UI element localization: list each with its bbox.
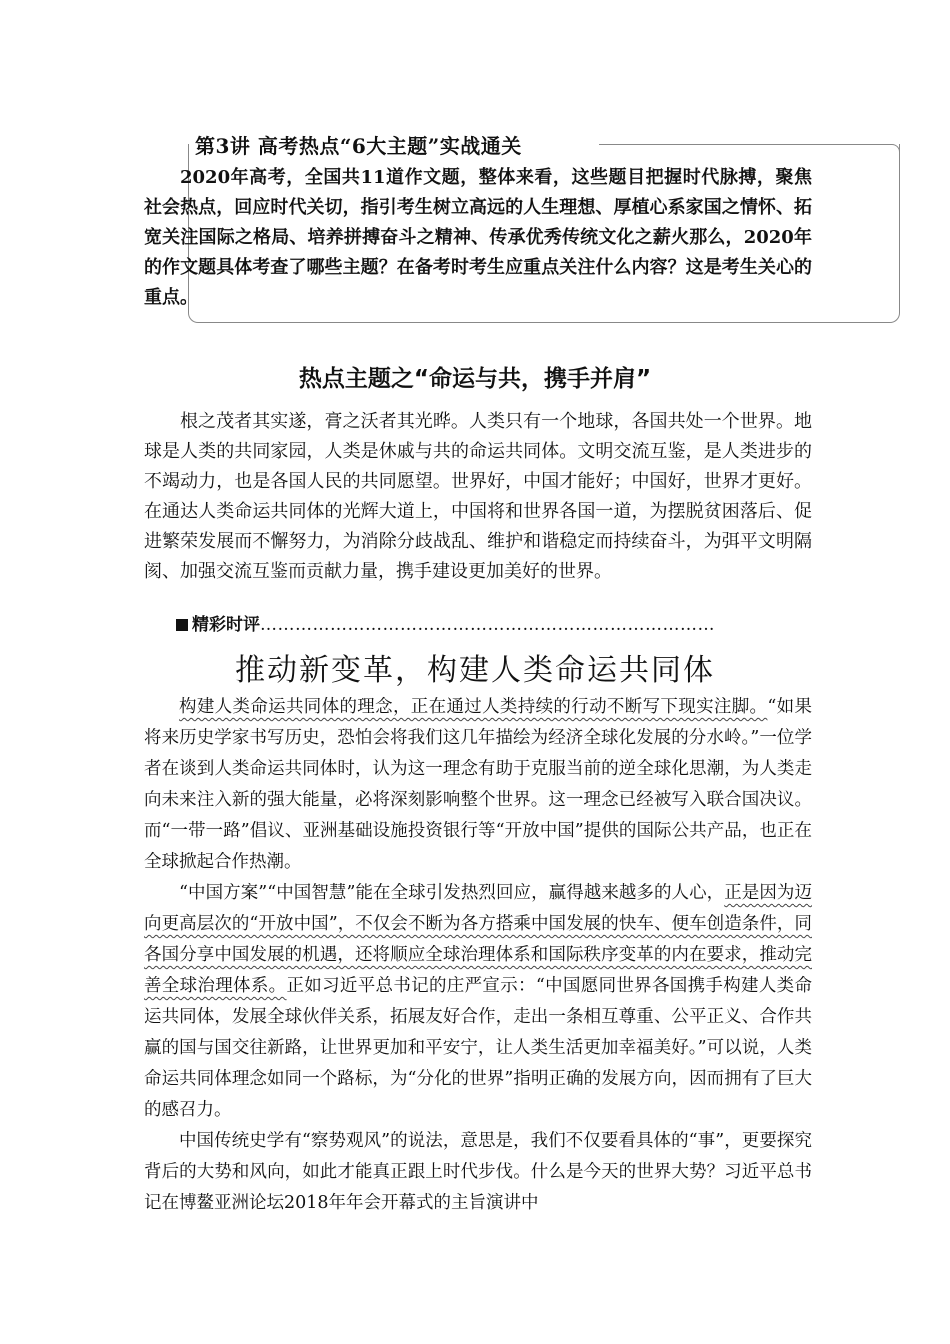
wavy-underlined-sentence: 构建人类命运共同体的理念，正在通过人类持续的行动不断写下现实注脚。 — [179, 697, 768, 717]
comment-label — [176, 610, 715, 635]
article-body — [144, 692, 812, 1219]
frame-corner — [889, 144, 900, 157]
lecture-title: 第3讲 高考热点“6大主题”实战通关 — [195, 130, 528, 159]
intro-paragraph: 2020年高考，全国共11道作文题，整体来看，这些题目把握时代脉搏，聚焦社会热点，回应时代关切，指引考生树立高远的人生理想、厚植心系家国之情怀、拓宽关注国际之格局、培养拼搏奋斗之精神、传承优秀传统文化之薪火那么，2020年的作文题具体考查了哪些主题？在备考时考生应重点关注什么内容？这是考生关心的重点。 — [144, 167, 812, 308]
section-paragraph: 根之茂者其实遂，膏之沃者其光晔。人类只有一个地球，各国共处一个世界。地球是人类的共同家园，人类是休戚与共的命运共同体。文明交流互鉴，是人类进步的不竭动力，也是各国人民的共同愿望。世界好，中国才能好；中国好，世界才更好。在通达人类命运共同体的光辉大道上，中国将和世界各国一道，为摆脱贫困落后、促进繁荣发展而不懈努力，为消除分歧战乱、维护和谐稳定而持续奋斗，为弭平文明隔阂、加强交流互鉴而贡献力量，携手建设更加美好的世界。 — [144, 411, 812, 582]
square-bullet-icon — [176, 619, 188, 631]
article-paragraph-3: 中国传统史学有“察势观风”的说法，意思是，我们不仅要看具体的“事”，更要探究背后的大势和风向，如此才能真正跟上时代步伐。什么是今天的世界大势？习近平总书记在博鳌亚洲论坛2018年年会开幕式的主旨演讲中 — [144, 1131, 812, 1213]
frame-top-rule — [599, 144, 891, 145]
article-paragraph-2-rest: 正如习近平总书记的庄严宣示：“中国愿同世界各国携手构建人类命运共同体，发展全球伙伴关系，拓展友好合作，走出一条相互尊重、公平正义、合作共赢的国与国交往新路，让世界更加和平安宁，让人类生活更加幸福美好。”可以说，人类命运共同体理念如同一个路标，为“分化的世界”指明正确的发展方向，因而拥有了巨大的感召力。 — [144, 976, 812, 1120]
article-paragraph-1 — [144, 692, 812, 878]
article-paragraph-1-rest: “如果将来历史学家书写历史，恐怕会将我们这几年描绘为经济全球化发展的分水岭。”一位学者在谈到人类命运共同体时，认为这一理念有助于克服当前的逆全球化思潮，为人类走向未来注入新的强大能量，必将深刻影响整个世界。这一理念已经被写入联合国决议。而“一带一路”倡议、亚洲基础设施投资银行等“开放中国”提供的国际公共产品，也正在全球掀起合作热潮。 — [144, 697, 812, 872]
section-paragraph-block — [144, 407, 812, 587]
article-paragraph-2 — [144, 878, 812, 1126]
article-title: 推动新变革，构建人类命运共同体 — [235, 653, 715, 688]
article-paragraph-2-lead: “中国方案”“中国智慧”能在全球引发热烈回应，赢得越来越多的人心， — [179, 883, 725, 903]
comment-label-text: 精彩时评 — [192, 615, 260, 635]
wavy-underlined-passage: 正是因为迈向更高层次的“开放中国”，不仅会不断为各方搭乘中国发展的快车、便车创造条件，同各国分享中国发展的机遇，还将顺应全球治理体系和国际秩序变革的内在要求，推动完善全球治理体系。 — [144, 883, 812, 996]
section-title: 热点主题之“命运与共，携手并肩” — [298, 366, 652, 392]
leader-dots: …………………………………………………………………… — [260, 615, 715, 635]
intro-paragraph-block — [144, 163, 812, 313]
